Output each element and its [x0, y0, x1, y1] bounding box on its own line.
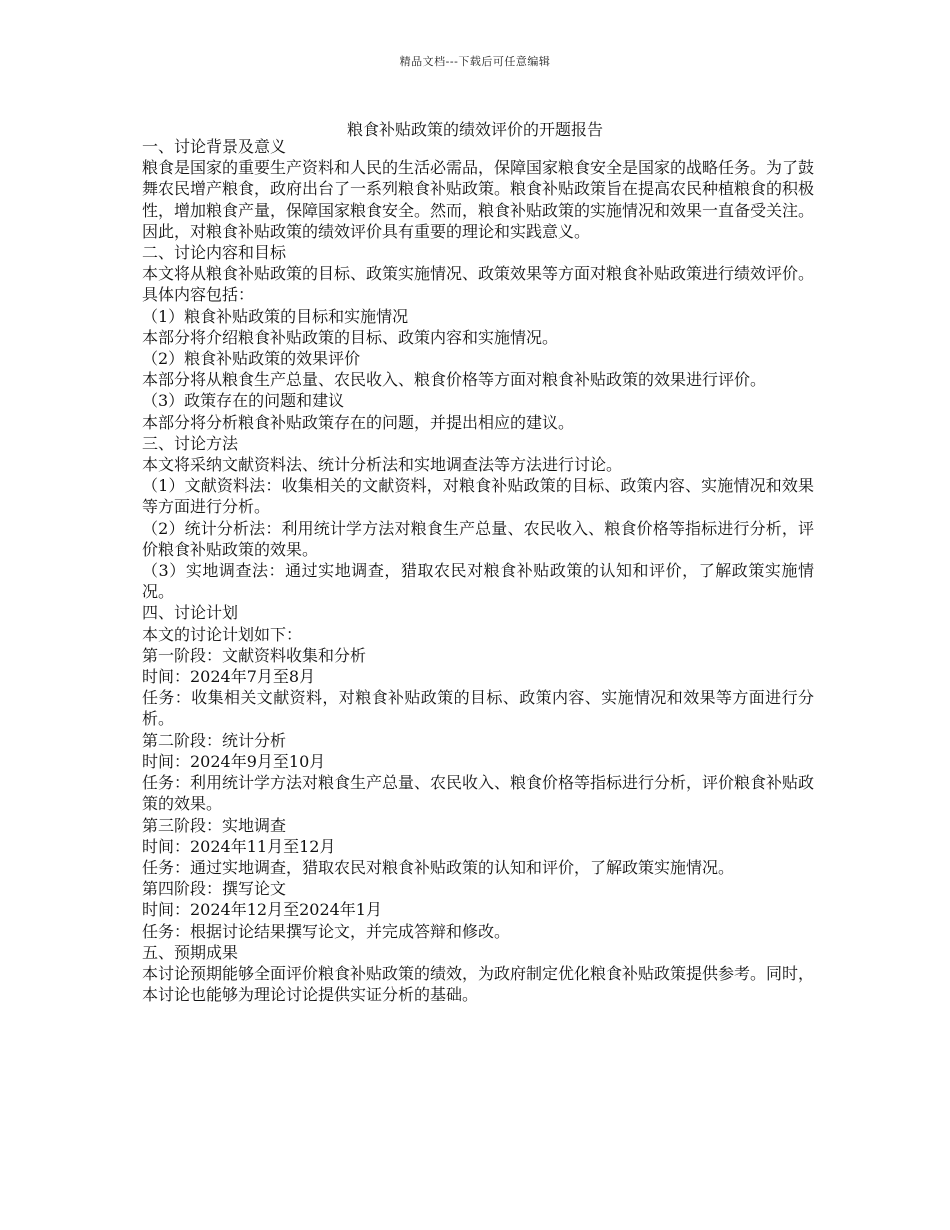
stage-task: 任务：收集相关文献资料，对粮食补贴政策的目标、政策内容、实施情况和效果等方面进行分析。	[142, 688, 814, 729]
document-title: 粮食补贴政策的绩效评价的开题报告	[346, 120, 603, 139]
page-header: 精品文档---下载后可任意编辑	[399, 55, 551, 68]
section-heading-background: 一、讨论背景及意义	[142, 137, 287, 156]
document-body	[142, 136, 814, 1005]
subheading: （3）政策存在的问题和建议	[142, 391, 345, 411]
paragraph: 本部分将从粮食生产总量、农民收入、粮食价格等方面对粮食补贴政策的效果进行评价。	[142, 370, 767, 390]
paragraph: 本文的讨论计划如下：	[142, 624, 303, 644]
stage-title: 第三阶段：实地调查	[142, 815, 287, 835]
stage-title: 第一阶段：文献资料收集和分析	[142, 645, 367, 665]
section-heading-content: 二、讨论内容和目标	[142, 243, 287, 263]
stage-task: 任务：利用统计学方法对粮食生产总量、农民收入、粮食价格等指标进行分析，评价粮食补贴政策的效果。	[142, 773, 815, 814]
stage-title: 第四阶段：撰写论文	[142, 879, 287, 899]
section-heading-methods: 三、讨论方法	[142, 433, 239, 453]
section-heading-outcomes: 五、预期成果	[142, 942, 239, 962]
paragraph: 本部分将介绍粮食补贴政策的目标、政策内容和实施情况。	[142, 327, 559, 347]
stage-time: 时间：2024年9月至10月	[142, 751, 326, 771]
paragraph: 本讨论预期能够全面评价粮食补贴政策的绩效，为政府制定优化粮食补贴政策提供参考。同时，本讨论也能够为理论讨论提供实证分析的基础。	[142, 963, 815, 1005]
paragraph: 本部分将分析粮食补贴政策存在的问题，并提出相应的建议。	[142, 412, 575, 432]
section-heading-plan: 四、讨论计划	[142, 603, 239, 623]
stage-time: 时间：2024年12月至2024年1月	[142, 900, 382, 920]
stage-time: 时间：2024年7月至8月	[142, 667, 316, 687]
stage-task: 任务：通过实地调查，猎取农民对粮食补贴政策的认知和评价，了解政策实施情况。	[142, 857, 735, 877]
subheading: （2）粮食补贴政策的效果评价	[142, 349, 361, 369]
method-item: （1）文献资料法：收集相关的文献资料，对粮食补贴政策的目标、政策内容、实施情况和效果等方面进行分析。	[142, 476, 814, 517]
subheading: （1）粮食补贴政策的目标和实施情况	[142, 306, 409, 326]
method-item: （2）统计分析法：利用统计学方法对粮食生产总量、农民收入、粮食价格等指标进行分析，评价粮食补贴政策的效果。	[142, 518, 814, 559]
stage-time: 时间：2024年11月至12月	[142, 836, 336, 856]
paragraph: 本文将从粮食补贴政策的目标、政策实施情况、政策效果等方面对粮食补贴政策进行绩效评价。具体内容包括：	[142, 264, 815, 305]
paragraph: 本文将采纳文献资料法、统计分析法和实地调查法等方法进行讨论。	[142, 455, 623, 475]
paragraph: 粮食是国家的重要生产资料和人民的生活必需品，保障国家粮食安全是国家的战略任务。为了鼓舞农民增产粮食，政府出台了一系列粮食补贴政策。粮食补贴政策旨在提高农民种植粮食的积极性，增加粮食产量，保障国家粮食安全。然而，粮食补贴政策的实施情况和效果一直备受关注。因此，对粮食补贴政策的绩效评价具有重要的理论和实践意义。	[142, 158, 815, 241]
stage-task: 任务：根据讨论结果撰写论文，并完成答辩和修改。	[142, 921, 511, 941]
stage-title: 第二阶段：统计分析	[142, 730, 287, 750]
method-item: （3）实地调查法：通过实地调查，猎取农民对粮食补贴政策的认知和评价，了解政策实施情况。	[142, 561, 814, 602]
